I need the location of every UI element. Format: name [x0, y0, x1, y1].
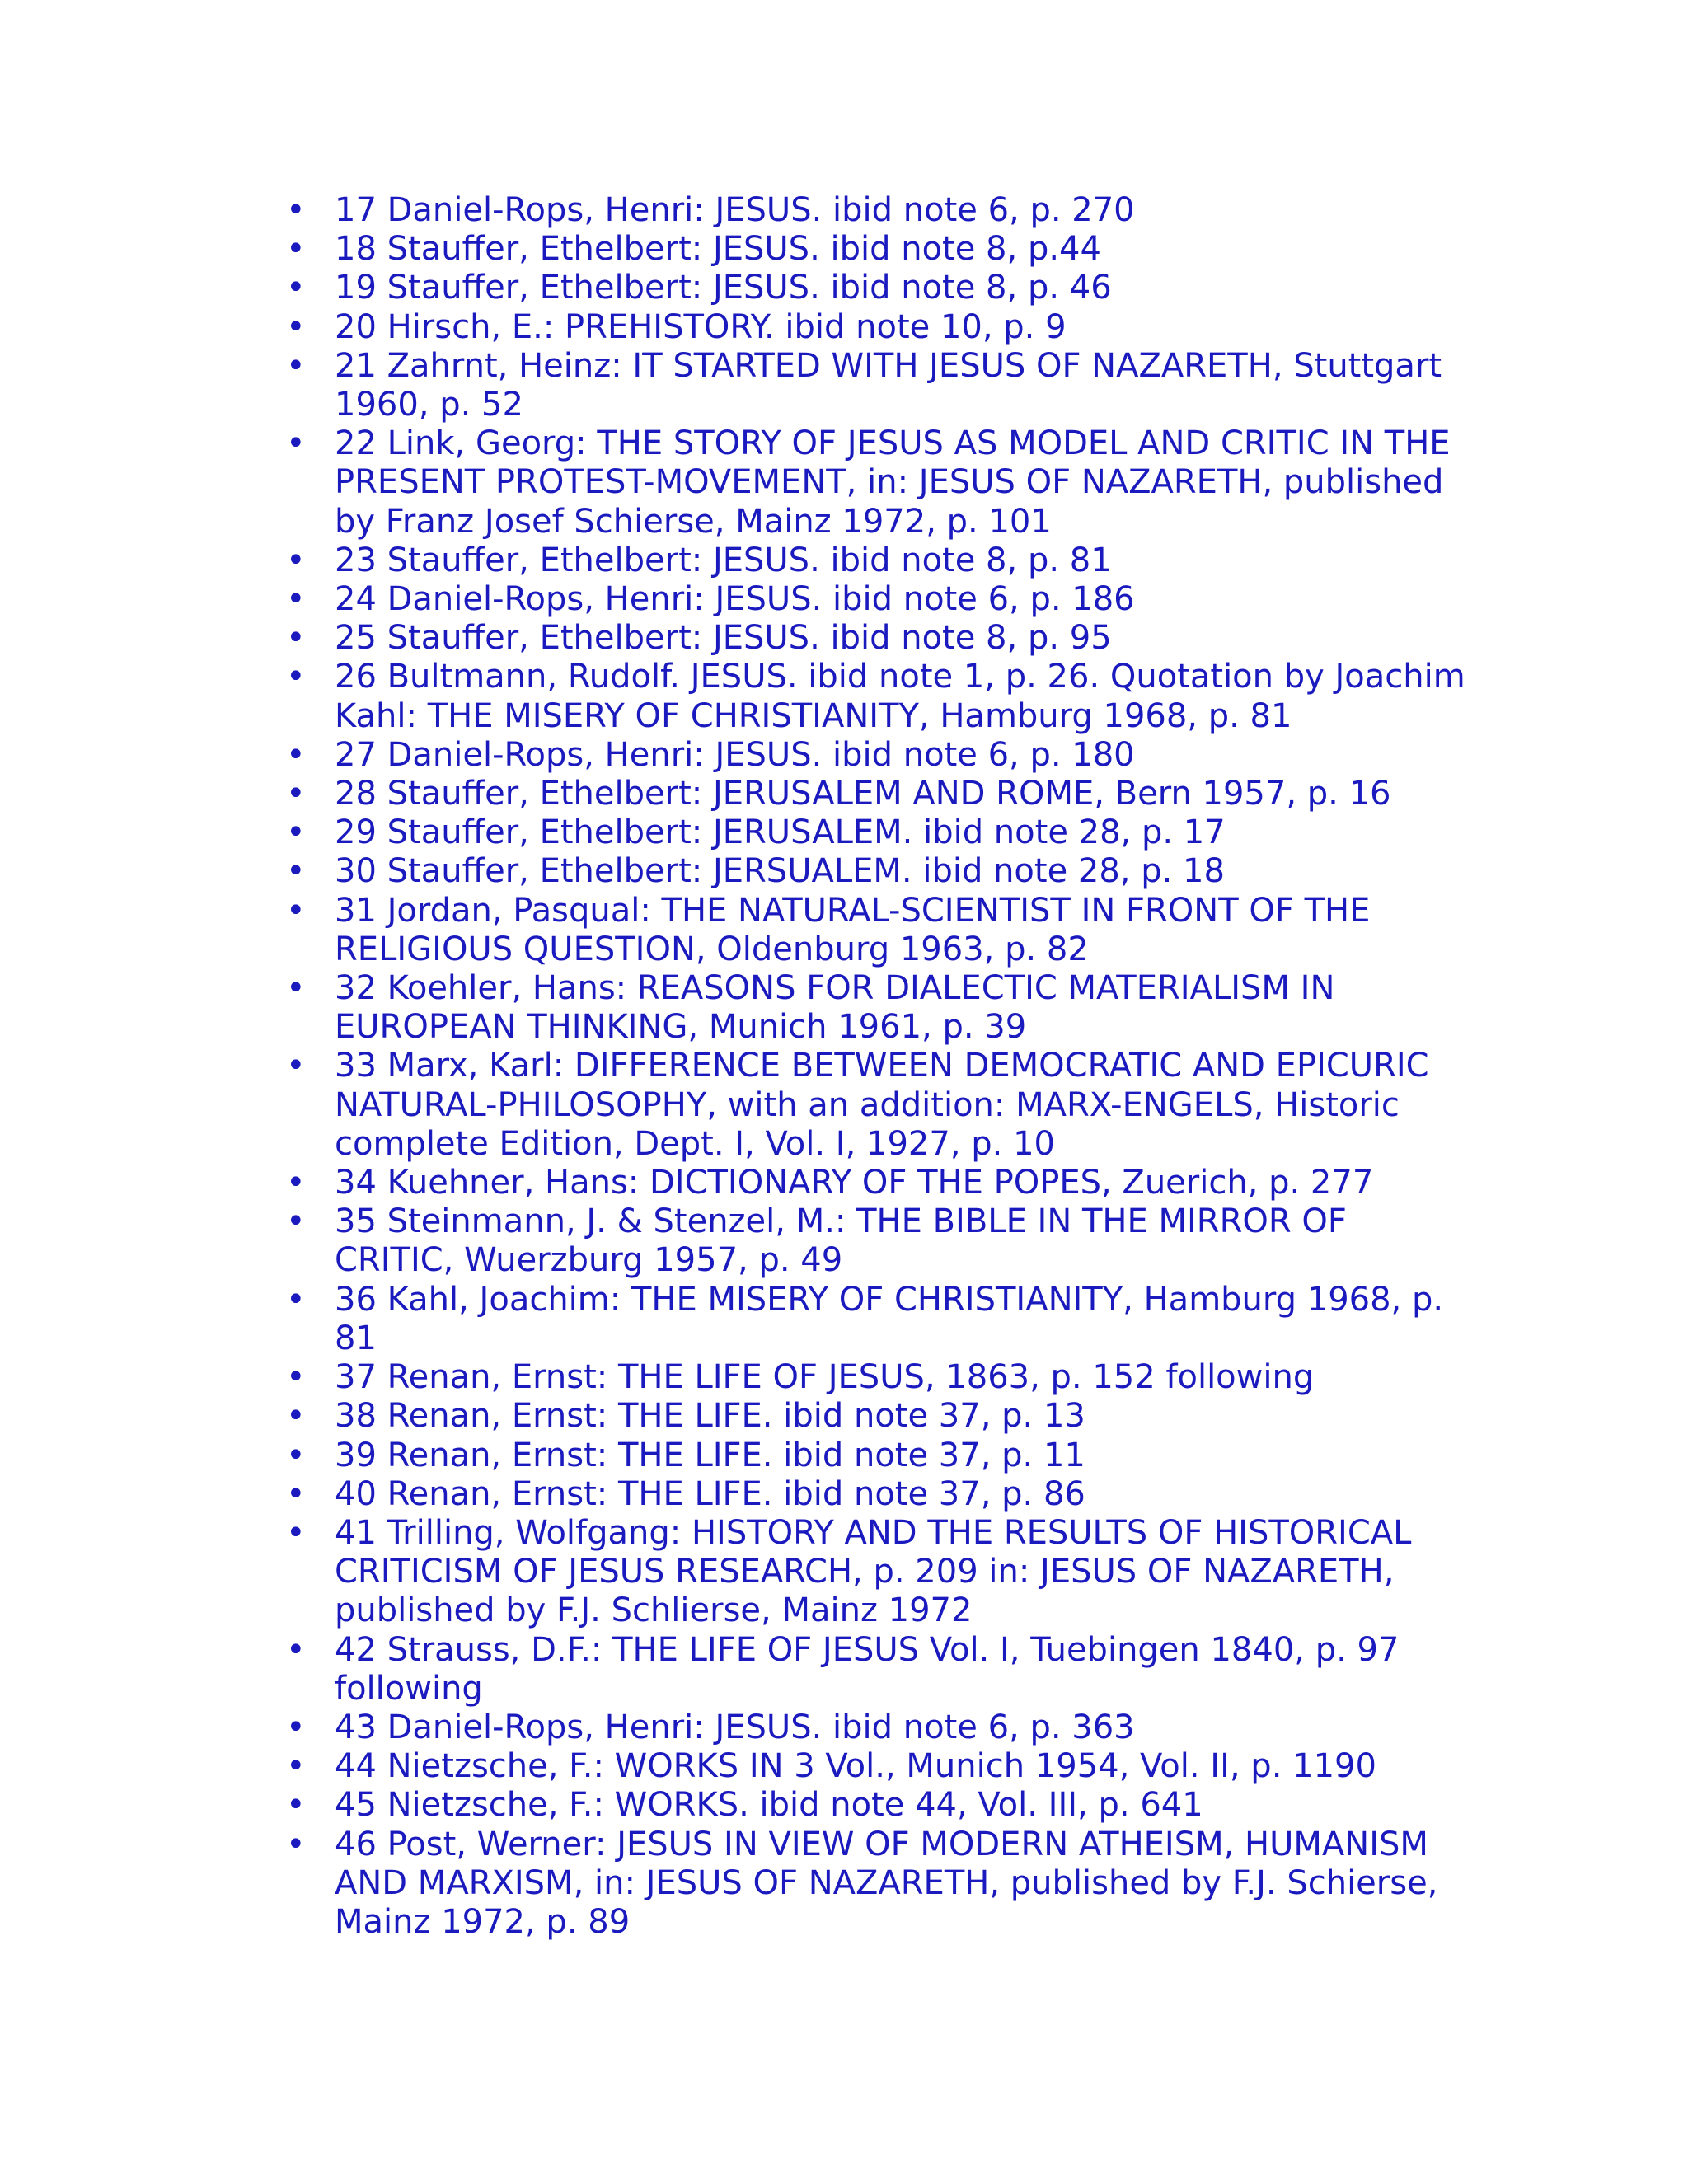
- footnote-item: [276, 541, 1471, 580]
- footnote-item: [276, 1164, 1471, 1202]
- footnote-item: [276, 892, 1471, 969]
- footnote-text: 30 Stauffer, Ethelbert: JERSUALEM. ibid note 28, p. 18: [335, 852, 1225, 891]
- footnote-item: [276, 1202, 1471, 1280]
- footnote-text: 18 Stauffer, Ethelbert: JESUS. ibid note 8, p.44: [335, 230, 1101, 269]
- bullet-icon: •: [286, 1786, 306, 1825]
- footnote-text: 27 Daniel-Rops, Henri: JESUS. ibid note 6, p. 180: [335, 735, 1135, 774]
- footnote-text: 45 Nietzsche, F.: WORKS. ibid note 44, Vol. III, p. 641: [335, 1786, 1203, 1825]
- footnote-text: 34 Kuehner, Hans: DICTIONARY OF THE POPES, Zuerich, p. 277: [335, 1164, 1374, 1202]
- footnote-text: 37 Renan, Ernst: THE LIFE OF JESUS, 1863, p. 152 following: [335, 1358, 1315, 1397]
- footnote-item: [276, 580, 1471, 619]
- bullet-icon: •: [286, 619, 306, 658]
- footnote-text: 19 Stauffer, Ethelbert: JESUS. ibid note 8, p. 46: [335, 269, 1112, 307]
- footnote-text: 40 Renan, Ernst: THE LIFE. ibid note 37, p. 86: [335, 1474, 1085, 1513]
- bullet-icon: •: [286, 1747, 306, 1786]
- bullet-icon: •: [286, 580, 306, 619]
- bullet-icon: •: [286, 775, 306, 813]
- footnote-item: [276, 852, 1471, 891]
- bullet-icon: •: [286, 852, 306, 891]
- footnote-item: [276, 269, 1471, 307]
- bullet-icon: •: [286, 969, 306, 1008]
- footnote-item: [276, 1747, 1471, 1786]
- bullet-icon: •: [286, 191, 306, 229]
- bullet-icon: •: [286, 1358, 306, 1397]
- footnote-item: [276, 308, 1471, 347]
- footnote-item: [276, 619, 1471, 658]
- footnote-item: [276, 1047, 1471, 1164]
- footnote-item: [276, 191, 1471, 230]
- footnote-list: [276, 191, 1471, 1942]
- bullet-icon: •: [286, 1436, 306, 1474]
- bullet-icon: •: [286, 1474, 306, 1513]
- footnote-text: 22 Link, Georg: THE STORY OF JESUS AS MODEL AND CRITIC IN THE PRESENT PROTEST-MOVEMENT, in: JESUS OF NAZARETH, published by Franz Josef Schierse, Mainz 1972, p. 101: [335, 424, 1451, 541]
- footnote-text: 44 Nietzsche, F.: WORKS IN 3 Vol., Munich 1954, Vol. II, p. 1190: [335, 1747, 1376, 1786]
- footnote-item: [276, 813, 1471, 852]
- bullet-icon: •: [286, 658, 306, 696]
- bullet-icon: •: [286, 230, 306, 269]
- footnote-item: [276, 1708, 1471, 1747]
- bullet-icon: •: [286, 891, 306, 930]
- footnote-item: [276, 658, 1471, 735]
- footnote-text: 29 Stauffer, Ethelbert: JERUSALEM. ibid note 28, p. 17: [335, 813, 1226, 852]
- footnote-text: 28 Stauffer, Ethelbert: JERUSALEM AND ROME, Bern 1957, p. 16: [335, 775, 1391, 813]
- bullet-icon: •: [286, 1397, 306, 1436]
- bullet-icon: •: [286, 1708, 306, 1746]
- footnote-text: 26 Bultmann, Rudolf. JESUS. ibid note 1, p. 26. Quotation by Joachim Kahl: THE MISERY OF CHRISTIANITY, Hamburg 1968, p. 81: [335, 658, 1465, 735]
- bullet-icon: •: [286, 1630, 306, 1669]
- footnote-item: [276, 1358, 1471, 1397]
- footnote-item: [276, 347, 1471, 424]
- footnote-item: [276, 736, 1471, 775]
- footnote-item: [276, 1436, 1471, 1475]
- footnote-item: [276, 1281, 1471, 1358]
- bullet-icon: •: [286, 813, 306, 852]
- footnote-item: [276, 1475, 1471, 1514]
- footnote-text: 36 Kahl, Joachim: THE MISERY OF CHRISTIANITY, Hamburg 1968, p. 81: [335, 1280, 1444, 1357]
- footnote-text: 17 Daniel-Rops, Henri: JESUS. ibid note 6, p. 270: [335, 191, 1135, 229]
- footnote-text: 46 Post, Werner: JESUS IN VIEW OF MODERN ATHEISM, HUMANISM AND MARXISM, in: JESUS OF NAZARETH, published by F.J. Schierse, Mainz 1972, p. 89: [335, 1825, 1438, 1941]
- footnote-text: 42 Strauss, D.F.: THE LIFE OF JESUS Vol. I, Tuebingen 1840, p. 97 following: [335, 1630, 1400, 1708]
- footnote-text: 38 Renan, Ernst: THE LIFE. ibid note 37, p. 13: [335, 1397, 1085, 1436]
- bullet-icon: •: [286, 1513, 306, 1552]
- footnote-text: 23 Stauffer, Ethelbert: JESUS. ibid note 8, p. 81: [335, 541, 1112, 579]
- footnote-text: 35 Steinmann, J. & Stenzel, M.: THE BIBLE IN THE MIRROR OF CRITIC, Wuerzburg 1957, p. 49: [335, 1202, 1347, 1280]
- footnote-text: 21 Zahrnt, Heinz: IT STARTED WITH JESUS OF NAZARETH, Stuttgart 1960, p. 52: [335, 346, 1442, 424]
- footnote-item: [276, 1631, 1471, 1708]
- footnote-text: 41 Trilling, Wolfgang: HISTORY AND THE RESULTS OF HISTORICAL CRITICISM OF JESUS RESEARCH, p. 209 in: JESUS OF NAZARETH, published by F.J. Schlierse, Mainz 1972: [335, 1513, 1412, 1630]
- bullet-icon: •: [286, 424, 306, 463]
- footnote-item: [276, 230, 1471, 269]
- footnote-text: 33 Marx, Karl: DIFFERENCE BETWEEN DEMOCRATIC AND EPICURIC NATURAL-PHILOSOPHY, with an addition: MARX-ENGELS, Historic complete Edition, Dept. I, Vol. I, 1927, p. 10: [335, 1047, 1429, 1163]
- bullet-icon: •: [286, 307, 306, 346]
- bullet-icon: •: [286, 1202, 306, 1241]
- footnote-text: 43 Daniel-Rops, Henri: JESUS. ibid note 6, p. 363: [335, 1708, 1135, 1746]
- footnote-item: [276, 969, 1471, 1047]
- footnote-text: 39 Renan, Ernst: THE LIFE. ibid note 37, p. 11: [335, 1436, 1085, 1474]
- footnote-text: 20 Hirsch, E.: PREHISTORY. ibid note 10, p. 9: [335, 307, 1067, 346]
- bullet-icon: •: [286, 269, 306, 307]
- footnote-text: 32 Koehler, Hans: REASONS FOR DIALECTIC MATERIALISM IN EUROPEAN THINKING, Munich 1961, p. 39: [335, 969, 1335, 1047]
- bullet-icon: •: [286, 1047, 306, 1085]
- footnote-item: [276, 424, 1471, 541]
- footnote-item: [276, 775, 1471, 813]
- bullet-icon: •: [286, 1280, 306, 1319]
- footnote-text: 31 Jordan, Pasqual: THE NATURAL-SCIENTIST IN FRONT OF THE RELIGIOUS QUESTION, Oldenburg 1963, p. 82: [335, 891, 1371, 968]
- footnote-item: [276, 1514, 1471, 1631]
- bullet-icon: •: [286, 346, 306, 385]
- bullet-icon: •: [286, 735, 306, 774]
- footnote-text: 24 Daniel-Rops, Henri: JESUS. ibid note 6, p. 186: [335, 580, 1135, 619]
- footnote-item: [276, 1786, 1471, 1825]
- bullet-icon: •: [286, 541, 306, 579]
- footnote-item: [276, 1825, 1471, 1943]
- footnote-item: [276, 1397, 1471, 1436]
- bullet-icon: •: [286, 1164, 306, 1202]
- bullet-icon: •: [286, 1825, 306, 1863]
- footnote-text: 25 Stauffer, Ethelbert: JESUS. ibid note 8, p. 95: [335, 619, 1112, 658]
